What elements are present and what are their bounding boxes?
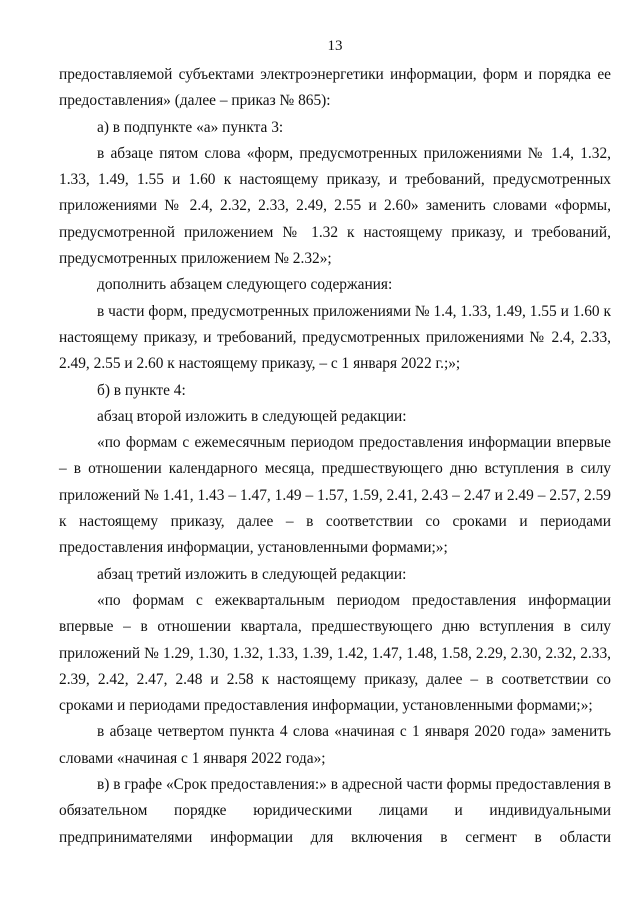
paragraph-subpoint-v: в) в графе «Срок предоставления:» в адресной части формы предоставления в обязательном порядке юридическими лицами и индивидуальными предпринимателями информации для включения в сегмент в области — [59, 776, 611, 846]
paragraph-third-abzac: абзац третий изложить в следующей редакции: — [97, 565, 407, 583]
paragraph-fourth-abzac: в абзаце четвертом пункта 4 слова «начиная с 1 января 2020 года» заменить словами «начиная с 1 января 2022 года»; — [59, 723, 611, 767]
paragraph-subpoint-a: а) в подпункте «а» пункта 3: — [97, 118, 284, 136]
paragraph-fifth-abzac-replacement: в абзаце пятом слова «форм, предусмотренных приложениями № 1.4, 1.32, 1.33, 1.49, 1.55 и 1.60 к настоящему приказу, и требований, предусмотренных приложениями № 2.4, 2.32, 2.33, 2.49, 2.55 и 2.60» заменить словами «формы, предусмотренной приложением № 1.32 к настоящему приказу, и требований, предусмотренных приложением № 2.32»; — [59, 144, 611, 268]
page-number: 13 — [327, 38, 343, 54]
paragraph-point-4: б) в пункте 4: — [97, 381, 186, 399]
paragraph-forms-part: в части форм, предусмотренных приложениями № 1.4, 1.33, 1.49, 1.55 и 1.60 к настоящему приказу, и требований, предусмотренных приложениями № 2.4, 2.33, 2.49, 2.55 и 2.60 к настоящему приказу, – с 1 января 2022 г.;»; — [59, 302, 611, 373]
paragraph-monthly-forms: «по формам с ежемесячным периодом предоставления информации впервые – в отношении календарного месяца, предшествующего дню вступления в силу приложений № 1.41, 1.43 – 1.47, 1.49 – 1.57, 1.59, 2.41, 2.43 – 2.47 и 2.49 – 2.57, 2.59 к настоящему приказу, далее – в соответствии со сроками и периодами предоставления информации, установленными формами;»; — [59, 434, 611, 557]
paragraph-continuation: предоставляемой субъектами электроэнергетики информации, форм и порядка ее предоставления» (далее – приказ № 865): — [59, 66, 611, 110]
paragraph-quarterly-forms: «по формам с ежеквартальным периодом предоставления информации впервые – в отношении квартала, предшествующего дню вступления в силу приложений № 1.29, 1.30, 1.32, 1.33, 1.39, 1.42, 1.47, 1.48, 1.58, 2.29, 2.30, 2.32, 2.33, 2.39, 2.42, 2.47, 2.48 и 2.58 к настоящему приказу, далее – в соответствии со сроками и периодами предоставления информации, установленными формами;»; — [59, 591, 611, 715]
paragraph-second-abzac: абзац второй изложить в следующей редакции: — [97, 407, 407, 425]
document-body — [59, 62, 611, 851]
paragraph-add-abzac: дополнить абзацем следующего содержания: — [97, 276, 393, 294]
